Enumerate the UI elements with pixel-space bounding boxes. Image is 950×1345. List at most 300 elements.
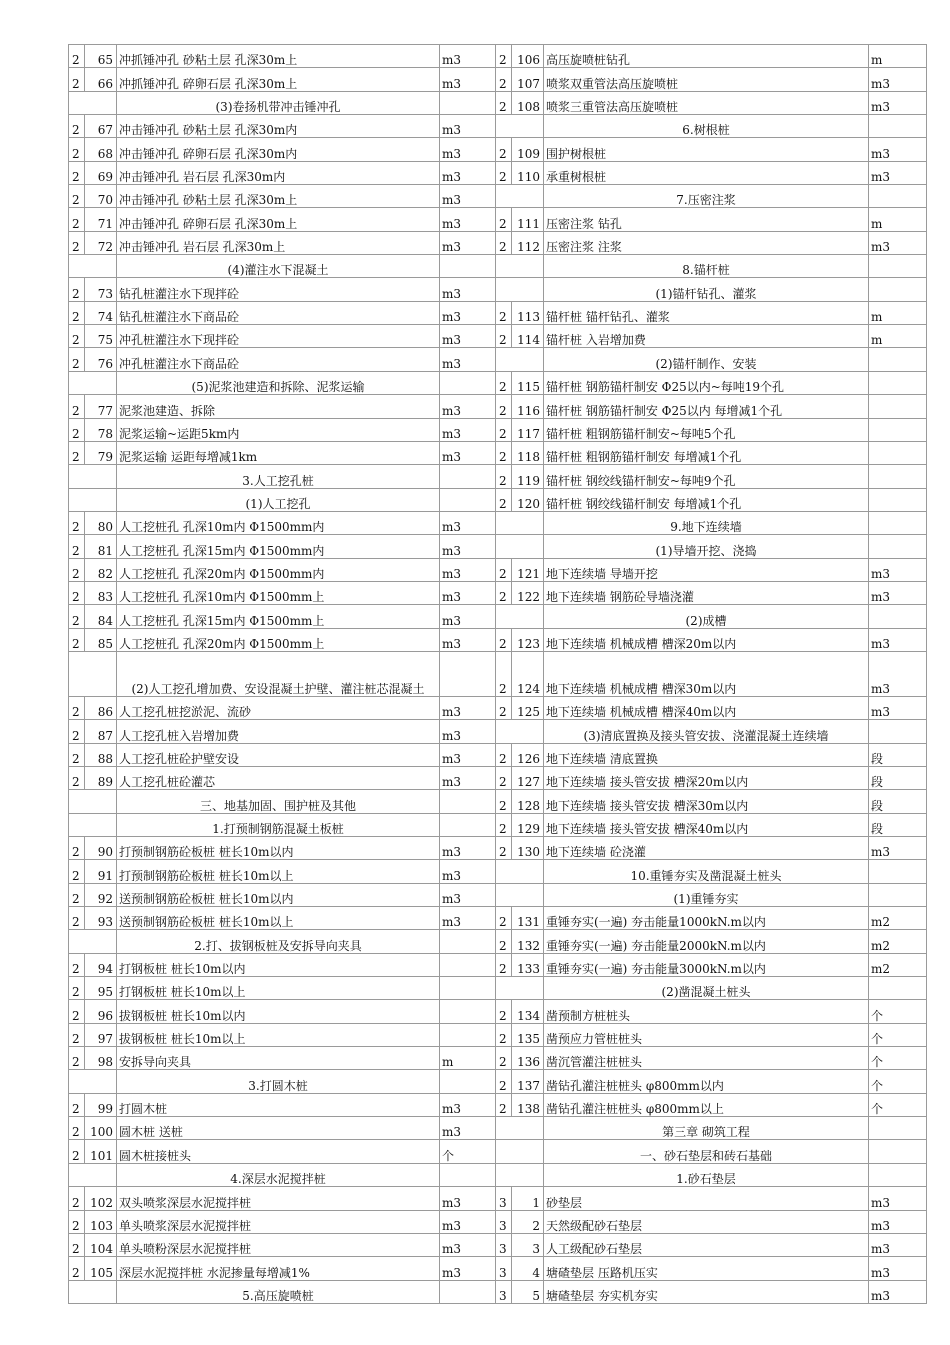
item-number-cell: 115 <box>512 371 544 394</box>
unit-cell <box>869 1163 927 1186</box>
item-name-cell: 地下连续墙 砼浇灌 <box>544 837 869 860</box>
item-number-cell: 78 <box>85 418 117 441</box>
chapter-cell: 3 <box>496 1210 512 1233</box>
unit-cell: m3 <box>440 860 496 883</box>
section-heading: 第三章 砌筑工程 <box>544 1117 869 1140</box>
table-row <box>69 488 927 511</box>
table-row <box>69 348 927 371</box>
item-number-cell: 94 <box>85 953 117 976</box>
chapter-cell: 2 <box>69 45 85 68</box>
item-number-cell: 138 <box>512 1093 544 1116</box>
unit-cell <box>440 1070 496 1093</box>
item-number-cell: 95 <box>85 977 117 1000</box>
item-number-cell: 75 <box>85 325 117 348</box>
chapter-cell: 2 <box>496 161 512 184</box>
right-blank-cell <box>496 115 544 138</box>
chapter-cell: 2 <box>496 907 512 930</box>
left-blank-cell <box>69 371 117 394</box>
unit-cell <box>440 1000 496 1023</box>
item-name-cell: 冲抓锤冲孔 碎卵石层 孔深30m上 <box>117 68 440 91</box>
section-heading: 三、地基加固、围护桩及其他 <box>117 790 440 813</box>
unit-cell <box>440 1163 496 1186</box>
unit-cell: m3 <box>440 743 496 766</box>
unit-cell <box>869 511 927 534</box>
item-name-cell: 人工挖桩孔 孔深15m内 Φ1500mm上 <box>117 605 440 628</box>
unit-cell <box>869 883 927 906</box>
chapter-cell: 2 <box>69 511 85 534</box>
section-heading: 8.锚杆桩 <box>544 255 869 278</box>
chapter-cell: 2 <box>69 907 85 930</box>
unit-cell: m <box>869 208 927 231</box>
section-heading: (2)凿混凝土桩头 <box>544 977 869 1000</box>
item-name-cell: 泥浆运输~运距5km内 <box>117 418 440 441</box>
chapter-cell: 2 <box>496 371 512 394</box>
left-blank-cell <box>69 813 117 836</box>
chapter-cell: 2 <box>69 418 85 441</box>
unit-cell: m3 <box>440 1257 496 1280</box>
unit-cell <box>869 1117 927 1140</box>
chapter-cell: 2 <box>496 813 512 836</box>
unit-cell <box>869 395 927 418</box>
table-row <box>69 511 927 534</box>
section-heading: (2)人工挖孔增加费、安设混凝土护壁、灌注桩芯混凝土 <box>117 651 440 696</box>
chapter-cell: 2 <box>496 1047 512 1070</box>
unit-cell: m3 <box>869 1280 927 1303</box>
unit-cell <box>440 1280 496 1303</box>
unit-cell: m3 <box>440 558 496 581</box>
left-blank-cell <box>69 1163 117 1186</box>
chapter-cell: 2 <box>69 441 85 464</box>
unit-cell: m3 <box>869 1187 927 1210</box>
chapter-cell: 2 <box>69 766 85 789</box>
chapter-cell: 2 <box>69 115 85 138</box>
right-blank-cell <box>496 860 544 883</box>
unit-cell: m3 <box>440 115 496 138</box>
table-row <box>69 1070 927 1093</box>
item-name-cell: 锚杆桩 入岩增加费 <box>544 325 869 348</box>
table-row <box>69 185 927 208</box>
item-number-cell: 104 <box>85 1233 117 1256</box>
quota-table-body <box>69 45 927 1304</box>
unit-cell: m3 <box>440 766 496 789</box>
table-row <box>69 1117 927 1140</box>
chapter-cell: 3 <box>496 1280 512 1303</box>
unit-cell: m3 <box>869 161 927 184</box>
item-name-cell: 凿沉管灌注桩桩头 <box>544 1047 869 1070</box>
section-heading: 2.打、拔钢板桩及安拆导向夹具 <box>117 930 440 953</box>
item-number-cell: 133 <box>512 953 544 976</box>
table-row <box>69 1187 927 1210</box>
unit-cell: m3 <box>869 558 927 581</box>
chapter-cell: 2 <box>69 1187 85 1210</box>
unit-cell: m2 <box>869 907 927 930</box>
section-heading: (1)重锤夯实 <box>544 883 869 906</box>
table-row <box>69 930 927 953</box>
section-heading: (2)成槽 <box>544 605 869 628</box>
unit-cell: m3 <box>869 696 927 719</box>
unit-cell <box>869 255 927 278</box>
unit-cell <box>869 465 927 488</box>
section-heading: (1)导墙开挖、浇捣 <box>544 535 869 558</box>
item-name-cell: 钻孔桩灌注水下现拌砼 <box>117 278 440 301</box>
section-heading: (1)锚杆钻孔、灌浆 <box>544 278 869 301</box>
unit-cell: m3 <box>440 278 496 301</box>
item-number-cell: 84 <box>85 605 117 628</box>
unit-cell: m3 <box>440 605 496 628</box>
item-name-cell: 锚杆桩 钢筋锚杆制安 Φ25以内 每增减1个孔 <box>544 395 869 418</box>
item-number-cell: 136 <box>512 1047 544 1070</box>
table-row <box>69 581 927 604</box>
chapter-cell: 2 <box>69 348 85 371</box>
item-name-cell: 压密注浆 钻孔 <box>544 208 869 231</box>
item-number-cell: 111 <box>512 208 544 231</box>
section-heading: 3.人工挖孔桩 <box>117 465 440 488</box>
unit-cell: m3 <box>440 231 496 254</box>
item-number-cell: 71 <box>85 208 117 231</box>
item-name-cell: 打预制钢筋砼板桩 桩长10m以上 <box>117 860 440 883</box>
chapter-cell: 2 <box>496 953 512 976</box>
right-blank-cell <box>496 1140 544 1163</box>
chapter-cell: 2 <box>496 45 512 68</box>
table-row <box>69 325 927 348</box>
item-number-cell: 87 <box>85 720 117 743</box>
item-name-cell: 人工挖孔桩入岩增加费 <box>117 720 440 743</box>
table-row <box>69 395 927 418</box>
chapter-cell: 2 <box>69 535 85 558</box>
unit-cell: m3 <box>869 231 927 254</box>
table-row <box>69 907 927 930</box>
item-number-cell: 83 <box>85 581 117 604</box>
item-number-cell: 72 <box>85 231 117 254</box>
chapter-cell: 2 <box>69 837 85 860</box>
chapter-cell: 2 <box>69 1023 85 1046</box>
item-number-cell: 4 <box>512 1257 544 1280</box>
table-row <box>69 1023 927 1046</box>
item-number-cell: 97 <box>85 1023 117 1046</box>
chapter-cell: 2 <box>496 1023 512 1046</box>
chapter-cell: 2 <box>496 488 512 511</box>
chapter-cell: 2 <box>496 1093 512 1116</box>
unit-cell: m3 <box>440 68 496 91</box>
item-number-cell: 130 <box>512 837 544 860</box>
item-name-cell: 深层水泥搅拌桩 水泥掺量每增减1% <box>117 1257 440 1280</box>
item-name-cell: 凿预应力管桩桩头 <box>544 1023 869 1046</box>
item-name-cell: 重锤夯实(一遍) 夯击能量3000kN.m以内 <box>544 953 869 976</box>
chapter-cell: 2 <box>496 1000 512 1023</box>
unit-cell <box>440 1023 496 1046</box>
unit-cell: m3 <box>440 185 496 208</box>
item-number-cell: 108 <box>512 91 544 114</box>
item-number-cell: 91 <box>85 860 117 883</box>
table-row <box>69 1280 927 1303</box>
chapter-cell: 2 <box>496 696 512 719</box>
item-number-cell: 81 <box>85 535 117 558</box>
item-number-cell: 129 <box>512 813 544 836</box>
item-number-cell: 102 <box>85 1187 117 1210</box>
table-row <box>69 138 927 161</box>
unit-cell <box>440 953 496 976</box>
item-number-cell: 66 <box>85 68 117 91</box>
item-name-cell: 人工挖桩孔 孔深20m内 Φ1500mm内 <box>117 558 440 581</box>
right-blank-cell <box>496 1117 544 1140</box>
unit-cell <box>440 977 496 1000</box>
chapter-cell: 2 <box>69 231 85 254</box>
chapter-cell: 2 <box>69 1000 85 1023</box>
item-name-cell: 单头喷浆深层水泥搅拌桩 <box>117 1210 440 1233</box>
section-heading: 1.打预制钢筋混凝土板桩 <box>117 813 440 836</box>
unit-cell <box>869 441 927 464</box>
item-number-cell: 69 <box>85 161 117 184</box>
unit-cell: m3 <box>440 138 496 161</box>
item-number-cell: 103 <box>85 1210 117 1233</box>
item-name-cell: 重锤夯实(一遍) 夯击能量1000kN.m以内 <box>544 907 869 930</box>
item-name-cell: 泥浆池建造、拆除 <box>117 395 440 418</box>
table-row <box>69 628 927 651</box>
unit-cell <box>869 720 927 743</box>
section-heading: 一、砂石垫层和砖石基础 <box>544 1140 869 1163</box>
chapter-cell: 2 <box>69 1117 85 1140</box>
chapter-cell: 2 <box>496 208 512 231</box>
unit-cell: m3 <box>440 395 496 418</box>
unit-cell <box>869 278 927 301</box>
unit-cell: m3 <box>440 1210 496 1233</box>
unit-cell <box>440 790 496 813</box>
item-name-cell: 送预制钢筋砼板桩 桩长10m以上 <box>117 907 440 930</box>
left-blank-cell <box>69 91 117 114</box>
unit-cell: m3 <box>869 138 927 161</box>
item-name-cell: 打钢板桩 桩长10m以内 <box>117 953 440 976</box>
unit-cell: 个 <box>440 1140 496 1163</box>
item-number-cell: 109 <box>512 138 544 161</box>
table-row <box>69 883 927 906</box>
chapter-cell: 2 <box>496 558 512 581</box>
item-name-cell: 凿预制方桩桩头 <box>544 1000 869 1023</box>
chapter-cell: 2 <box>69 1047 85 1070</box>
chapter-cell: 2 <box>69 696 85 719</box>
unit-cell: 段 <box>869 813 927 836</box>
unit-cell: m3 <box>440 441 496 464</box>
unit-cell <box>869 348 927 371</box>
unit-cell: m3 <box>440 720 496 743</box>
chapter-cell: 2 <box>496 301 512 324</box>
left-blank-cell <box>69 255 117 278</box>
item-name-cell: 塘碴垫层 压路机压实 <box>544 1257 869 1280</box>
unit-cell <box>440 813 496 836</box>
item-number-cell: 116 <box>512 395 544 418</box>
chapter-cell: 2 <box>496 138 512 161</box>
item-number-cell: 107 <box>512 68 544 91</box>
unit-cell: m3 <box>869 837 927 860</box>
item-number-cell: 1 <box>512 1187 544 1210</box>
unit-cell <box>440 651 496 696</box>
chapter-cell: 2 <box>496 1070 512 1093</box>
item-number-cell: 99 <box>85 1093 117 1116</box>
item-name-cell: 人工挖桩孔 孔深15m内 Φ1500mm内 <box>117 535 440 558</box>
item-name-cell: 高压旋喷桩钻孔 <box>544 45 869 68</box>
unit-cell: 段 <box>869 766 927 789</box>
item-name-cell: 送预制钢筋砼板桩 桩长10m以内 <box>117 883 440 906</box>
item-number-cell: 76 <box>85 348 117 371</box>
chapter-cell: 2 <box>69 1140 85 1163</box>
chapter-cell: 2 <box>496 91 512 114</box>
unit-cell <box>440 930 496 953</box>
unit-cell: 段 <box>869 790 927 813</box>
table-row <box>69 161 927 184</box>
unit-cell: m3 <box>440 581 496 604</box>
unit-cell: m2 <box>869 953 927 976</box>
section-heading: 7.压密注浆 <box>544 185 869 208</box>
table-row <box>69 465 927 488</box>
item-name-cell: 地下连续墙 接头管安拔 槽深20m以内 <box>544 766 869 789</box>
left-blank-cell <box>69 488 117 511</box>
item-number-cell: 120 <box>512 488 544 511</box>
unit-cell: m3 <box>869 1233 927 1256</box>
item-name-cell: 安拆导向夹具 <box>117 1047 440 1070</box>
section-heading: 1.砂石垫层 <box>544 1163 869 1186</box>
table-row <box>69 301 927 324</box>
table-row <box>69 1210 927 1233</box>
item-name-cell: 重锤夯实(一遍) 夯击能量2000kN.m以内 <box>544 930 869 953</box>
item-number-cell: 98 <box>85 1047 117 1070</box>
unit-cell <box>869 418 927 441</box>
item-name-cell: 凿钻孔灌注桩桩头 φ800mm以内 <box>544 1070 869 1093</box>
item-name-cell: 冲击锤冲孔 砂粘土层 孔深30m内 <box>117 115 440 138</box>
table-row <box>69 720 927 743</box>
item-number-cell: 92 <box>85 883 117 906</box>
section-heading: (4)灌注水下混凝土 <box>117 255 440 278</box>
table-row <box>69 766 927 789</box>
chapter-cell: 2 <box>496 395 512 418</box>
item-number-cell: 82 <box>85 558 117 581</box>
unit-cell: m3 <box>869 68 927 91</box>
table-row <box>69 441 927 464</box>
chapter-cell: 2 <box>69 581 85 604</box>
chapter-cell: 2 <box>496 651 512 696</box>
item-number-cell: 112 <box>512 231 544 254</box>
right-blank-cell <box>496 348 544 371</box>
item-number-cell: 105 <box>85 1257 117 1280</box>
table-row <box>69 1257 927 1280</box>
right-blank-cell <box>496 535 544 558</box>
section-heading: 9.地下连续墙 <box>544 511 869 534</box>
right-blank-cell <box>496 720 544 743</box>
chapter-cell: 3 <box>496 1233 512 1256</box>
item-name-cell: 凿钻孔灌注桩桩头 φ800mm以上 <box>544 1093 869 1116</box>
unit-cell: m3 <box>440 325 496 348</box>
item-number-cell: 127 <box>512 766 544 789</box>
unit-cell: m3 <box>440 418 496 441</box>
chapter-cell: 2 <box>69 953 85 976</box>
right-blank-cell <box>496 255 544 278</box>
unit-cell: m <box>869 301 927 324</box>
table-row <box>69 953 927 976</box>
section-heading: (3)卷扬机带冲击锤冲孔 <box>117 91 440 114</box>
item-name-cell: 冲孔桩灌注水下商品砼 <box>117 348 440 371</box>
item-number-cell: 74 <box>85 301 117 324</box>
item-number-cell: 93 <box>85 907 117 930</box>
item-name-cell: 地下连续墙 接头管安拔 槽深30m以内 <box>544 790 869 813</box>
item-name-cell: 承重树根桩 <box>544 161 869 184</box>
chapter-cell: 2 <box>69 977 85 1000</box>
unit-cell: m3 <box>440 348 496 371</box>
item-name-cell: 地下连续墙 机械成槽 槽深20m以内 <box>544 628 869 651</box>
item-number-cell: 96 <box>85 1000 117 1023</box>
unit-cell: 个 <box>869 1000 927 1023</box>
unit-cell: m <box>869 45 927 68</box>
item-name-cell: 地下连续墙 机械成槽 槽深40m以内 <box>544 696 869 719</box>
item-number-cell: 80 <box>85 511 117 534</box>
right-blank-cell <box>496 185 544 208</box>
item-name-cell: 人工挖桩孔 孔深10m内 Φ1500mm内 <box>117 511 440 534</box>
unit-cell <box>440 488 496 511</box>
unit-cell <box>869 605 927 628</box>
table-row <box>69 115 927 138</box>
chapter-cell: 3 <box>496 1187 512 1210</box>
item-name-cell: 圆木桩接桩头 <box>117 1140 440 1163</box>
item-number-cell: 113 <box>512 301 544 324</box>
item-name-cell: 人工挖桩孔 孔深10m内 Φ1500mm上 <box>117 581 440 604</box>
right-blank-cell <box>496 977 544 1000</box>
section-heading: 10.重锤夯实及凿混凝土桩头 <box>544 860 869 883</box>
item-name-cell: 双头喷浆深层水泥搅拌桩 <box>117 1187 440 1210</box>
table-row <box>69 743 927 766</box>
item-number-cell: 5 <box>512 1280 544 1303</box>
item-name-cell: 单头喷粉深层水泥搅拌桩 <box>117 1233 440 1256</box>
chapter-cell: 3 <box>496 1257 512 1280</box>
item-name-cell: 冲击锤冲孔 砂粘土层 孔深30m上 <box>117 185 440 208</box>
item-name-cell: 冲击锤冲孔 岩石层 孔深30m上 <box>117 231 440 254</box>
unit-cell: m3 <box>440 696 496 719</box>
unit-cell: m3 <box>869 651 927 696</box>
item-number-cell: 137 <box>512 1070 544 1093</box>
unit-cell: m3 <box>440 1233 496 1256</box>
item-name-cell: 冲抓锤冲孔 砂粘土层 孔深30m上 <box>117 45 440 68</box>
unit-cell: m3 <box>869 1210 927 1233</box>
item-number-cell: 101 <box>85 1140 117 1163</box>
item-number-cell: 118 <box>512 441 544 464</box>
chapter-cell: 2 <box>69 1257 85 1280</box>
item-name-cell: 打圆木桩 <box>117 1093 440 1116</box>
chapter-cell: 2 <box>69 1093 85 1116</box>
unit-cell <box>440 255 496 278</box>
chapter-cell: 2 <box>496 581 512 604</box>
chapter-cell: 2 <box>496 418 512 441</box>
table-row <box>69 651 927 696</box>
unit-cell: m <box>869 325 927 348</box>
table-row <box>69 371 927 394</box>
table-row <box>69 418 927 441</box>
unit-cell: m3 <box>869 91 927 114</box>
section-heading: 6.树根桩 <box>544 115 869 138</box>
item-number-cell: 70 <box>85 185 117 208</box>
item-number-cell: 135 <box>512 1023 544 1046</box>
table-row <box>69 605 927 628</box>
item-name-cell: 人工挖孔桩挖淤泥、流砂 <box>117 696 440 719</box>
unit-cell: m3 <box>440 1093 496 1116</box>
unit-cell <box>869 1140 927 1163</box>
unit-cell: m3 <box>440 1117 496 1140</box>
chapter-cell: 2 <box>496 930 512 953</box>
item-number-cell: 119 <box>512 465 544 488</box>
chapter-cell: 2 <box>69 208 85 231</box>
item-number-cell: 85 <box>85 628 117 651</box>
table-row <box>69 45 927 68</box>
item-name-cell: 围护树根桩 <box>544 138 869 161</box>
item-name-cell: 锚杆桩 锚杆钻孔、灌浆 <box>544 301 869 324</box>
left-blank-cell <box>69 651 117 696</box>
item-number-cell: 122 <box>512 581 544 604</box>
item-number-cell: 121 <box>512 558 544 581</box>
